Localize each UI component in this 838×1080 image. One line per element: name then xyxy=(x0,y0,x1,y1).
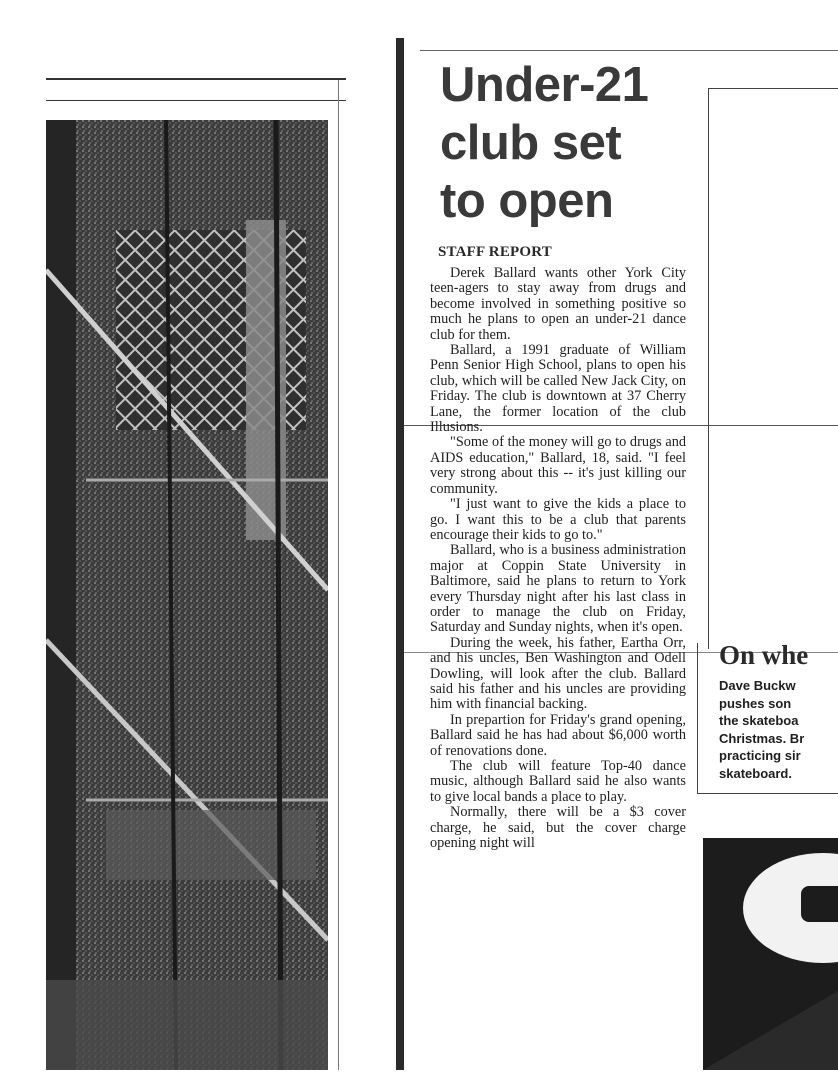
caption-line: Dave Buckw xyxy=(719,678,796,693)
caption-heading: On whe xyxy=(719,640,809,670)
photo-frame-right xyxy=(338,80,339,1070)
paragraph: Derek Ballard wants other York City teen-agers to stay away from drugs and become involved in something positive so much he plans to open an under-21 dance club for them. xyxy=(430,265,686,343)
article-headline xyxy=(440,56,700,230)
headline-line-2: club set xyxy=(440,116,622,170)
fire-escape-photo xyxy=(46,120,328,1070)
headline-line-3: to open xyxy=(440,174,614,228)
caption-line: skateboard. xyxy=(719,765,792,781)
paragraph: "Some of the money will go to drugs and AIDS education," Ballard, 18, said. "I feel very strong about this -- it's just killing our community. xyxy=(430,434,686,497)
fire-escape-illustration xyxy=(46,120,328,1070)
adjacent-photo-frame xyxy=(708,88,838,649)
paragraph: "I just want to give the kids a place to go. I want this to be a club that parents encourage their kids to go to." xyxy=(430,496,686,543)
column-divider xyxy=(396,38,404,1070)
photo-frame-top xyxy=(46,78,346,80)
paragraph: In prepartion for Friday's grand opening, Ballard said he has had about $6,000 worth of renovations done. xyxy=(430,711,686,759)
skateboard-illustration xyxy=(703,838,838,1070)
scan-line-top xyxy=(420,50,838,51)
paragraph: During the week, his father, Eartha Orr, and his uncles, Ben Washington and Odell Dowling, will look after the club. Ballard said his father and his uncles are providing him with financial backing. xyxy=(430,634,686,713)
caption-line: Christmas. Br xyxy=(719,730,805,746)
caption-line: the skateboa xyxy=(719,713,799,729)
paragraph: Normally, there will be a $3 cover charge, he said, but the cover charge opening night will xyxy=(430,804,686,852)
skateboard-photo xyxy=(703,838,838,1070)
paragraph: Ballard, who is a business administration major at Coppin State University in Baltimore, said he plans to return to York every Thursday night after his last class in order to manage the club on Friday, Saturday and Sunday nights, when it's open. xyxy=(430,542,686,636)
photo-frame-top-inner xyxy=(46,100,346,101)
caption-line: practicing sir xyxy=(719,748,801,764)
caption-line: pushes son xyxy=(719,695,792,711)
paragraph: Ballard, a 1991 graduate of William Penn Senior High School, plans to open his club, which will be called New Jack City, on Friday. The club is downtown at 37 Cherry Lane, the former location of the club Illusions. xyxy=(430,342,686,436)
headline-line-1: Under-21 xyxy=(440,58,649,112)
article-body xyxy=(430,266,686,851)
caption-text xyxy=(719,677,838,783)
paragraph: The club will feature Top-40 dance music, although Ballard said he also wants to give local bands a place to play. xyxy=(430,758,686,805)
article-byline: STAFF REPORT xyxy=(438,244,552,260)
